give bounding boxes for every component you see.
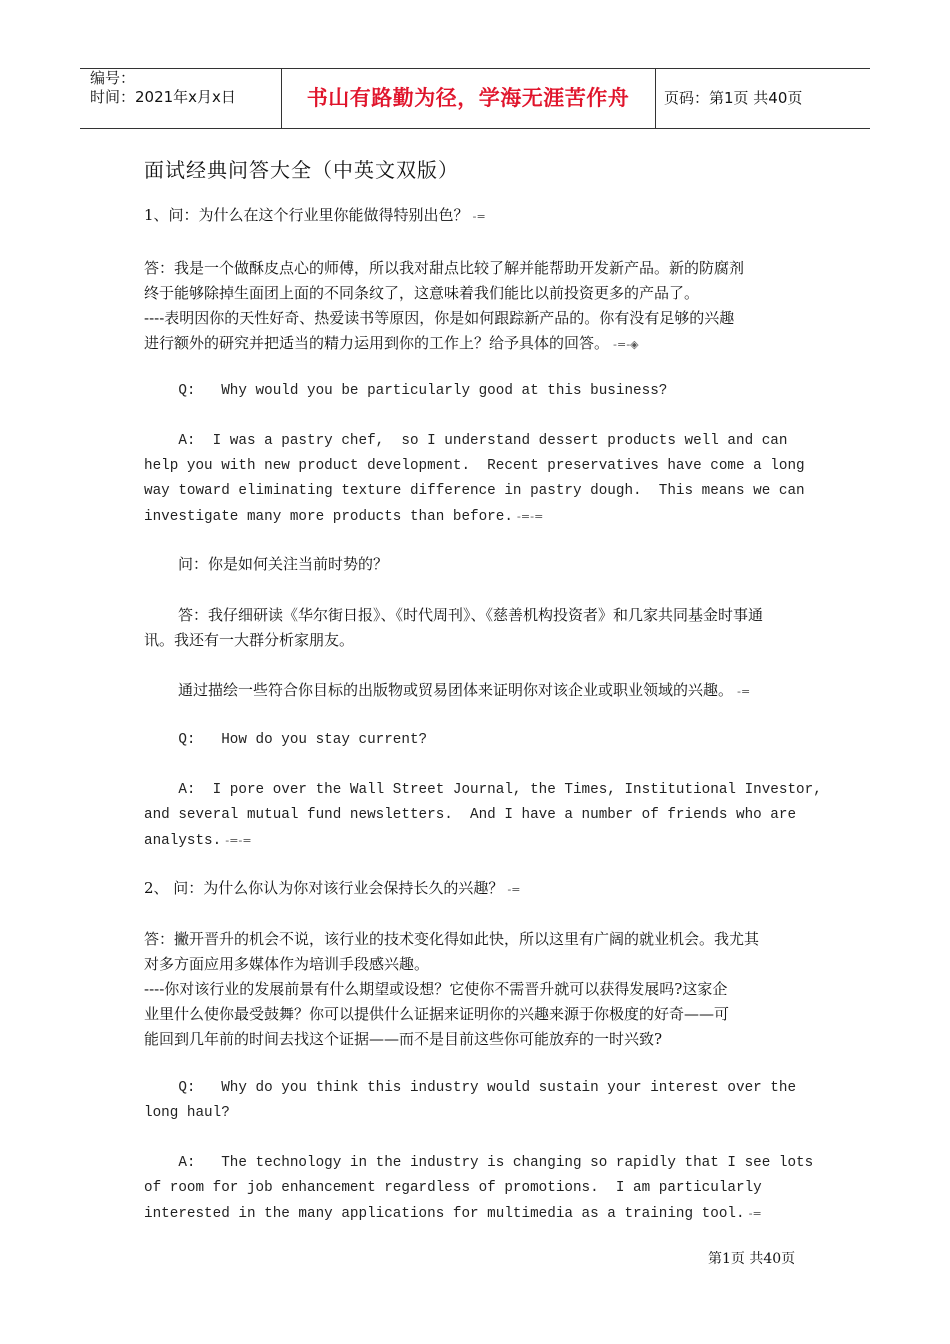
edit-mark: -=	[472, 210, 486, 223]
answer-2-line: 能回到几年前的时间去找这个证据——而不是目前这些你可能放弃的一时兴致?	[144, 1030, 663, 1048]
edit-mark: -=-=	[516, 510, 544, 523]
question-1-text: 1、问：为什么在这个行业里你能做得特别出色？	[144, 206, 469, 224]
answer-1	[144, 256, 808, 357]
edit-mark: -=	[737, 685, 751, 698]
question-2	[144, 876, 808, 902]
footer-page-info: 第1页 共40页	[708, 1251, 796, 1267]
header-divider-2	[655, 68, 656, 128]
answer-2-en-line: A: The technology in the industry is changing so rapidly that I see lots	[144, 1155, 814, 1171]
question-2-text: 2、 问：为什么你认为你对该行业会保持长久的兴趣？	[144, 879, 504, 897]
answer-1-line: 进行额外的研究并把适当的精力运用到你的工作上？给予具体的回答。	[144, 334, 610, 352]
edit-mark: -=-=	[225, 834, 252, 847]
answer-current-line: 讯。我还有一大群分析家朋友。	[144, 631, 355, 649]
answer-1-en-line: A: I was a pastry chef, so I understand dessert products well and can	[144, 433, 788, 449]
answer-2-en-line: interested in the many applications for multimedia as a training tool.	[144, 1206, 745, 1222]
answer-2-line: 业里什么使你最受鼓舞？你可以提供什么证据来证明你的兴趣来源于你极度的好奇——可	[144, 1005, 730, 1023]
question-1	[144, 203, 808, 229]
answer-2-en-line: of room for job enhancement regardless of promotions. I am particularly	[144, 1180, 762, 1196]
question-2-en-line: Q: Why do you think this industry would sustain your interest over the	[144, 1080, 797, 1096]
question-2-en	[144, 1076, 808, 1126]
header-page-info: 页码：第1页 共40页	[664, 89, 803, 107]
edit-mark: -=	[748, 1207, 762, 1220]
answer-1-line: ----表明因你的天性好奇、热爱读书等原因，你是如何跟踪新产品的。你有没有足够的兴趣	[144, 309, 735, 327]
question-1-en-text: Q: Why would you be particularly good at this business?	[144, 383, 668, 399]
answer-current-en	[144, 778, 822, 854]
note-current	[178, 678, 808, 704]
answer-current-en-line: analysts.	[144, 833, 222, 849]
question-current-en	[144, 728, 808, 753]
edit-mark: -=	[507, 883, 521, 896]
answer-1-en-line: investigate many more products than before.	[144, 509, 513, 525]
answer-2-en	[144, 1151, 814, 1227]
answer-current	[144, 603, 808, 653]
header-motto: 书山有路勤为径，学海无涯苦作舟	[306, 86, 630, 110]
question-1-en	[144, 379, 808, 404]
answer-1-line: 答：我是一个做酥皮点心的师傅，所以我对甜点比较了解并能帮助开发新产品。新的防腐剂	[144, 259, 745, 277]
note-current-text: 通过描绘一些符合你目标的出版物或贸易团体来证明你对该企业或职业领域的兴趣。	[178, 681, 734, 699]
answer-1-line: 终于能够除掉生面团上面的不同条纹了，这意味着我们能比以前投资更多的产品了。	[144, 284, 700, 302]
question-current-en-text: Q: How do you stay current?	[144, 732, 428, 748]
question-2-en-line: long haul?	[144, 1105, 230, 1121]
answer-1-en	[144, 429, 808, 530]
edit-mark: -=-◈	[613, 338, 639, 351]
answer-current-en-line: A: I pore over the Wall Street Journal, the Times, Institutional Investor,	[144, 782, 822, 798]
answer-2-line: ----你对该行业的发展前景有什么期望或设想？它使你不需晋升就可以获得发展吗?这家企	[144, 980, 728, 998]
answer-2-line: 答：撇开晋升的机会不说，该行业的技术变化得如此快，所以这里有广阔的就业机会。我尤其	[144, 930, 760, 948]
answer-2-line: 对多方面应用多媒体作为培训手段感兴趣。	[144, 955, 430, 973]
header-meta	[90, 69, 236, 107]
answer-2	[144, 927, 808, 1052]
question-current	[178, 552, 808, 577]
answer-1-en-line: help you with new product development. Recent preservatives have come a long	[144, 458, 805, 474]
document-title: 面试经典问答大全（中英文双版）	[144, 158, 459, 182]
answer-1-en-line: way toward eliminating texture difference in pastry dough. This means we can	[144, 483, 805, 499]
number-label: 编号：	[90, 69, 136, 87]
question-current-text: 问：你是如何关注当前时势的？	[178, 555, 389, 573]
answer-current-line: 答：我仔细研读《华尔街日报》、《时代周刊》、《慈善机构投资者》和几家共同基金时事通	[178, 606, 764, 624]
header-bottom-border	[80, 128, 870, 129]
date-line: 时间：2021年x月x日	[90, 88, 236, 106]
answer-current-en-line: and several mutual fund newsletters. And I have a number of friends who are	[144, 807, 797, 823]
